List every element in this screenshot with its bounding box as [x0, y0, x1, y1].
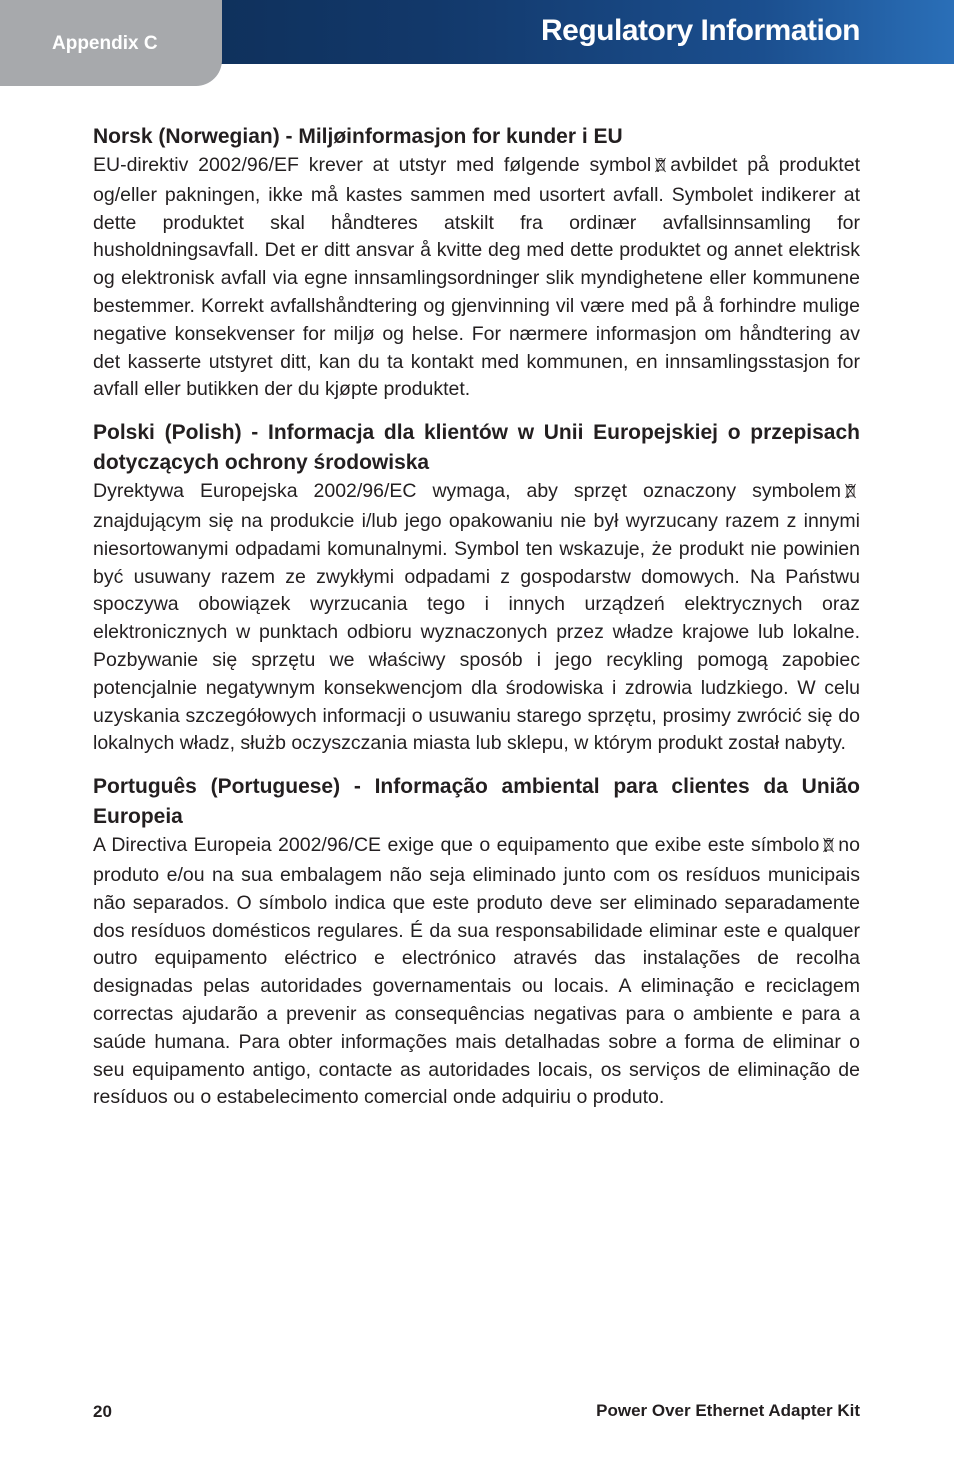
body-text: no produto e/ou na sua embalagem não seja eliminado junto com os resíduos municipais não separados. O símbolo indica que este produto deve ser eliminado separadamente dos resíduos domésticos regulares. É da sua responsabilidade eliminar este e qualquer outro equipamento eléctrico e electrónico através das instalações de recolha designadas pelas autoridades governamentais ou locais. A eliminação e reciclagem correctas ajudarão a prevenir as consequências negativas para o ambiente e para a saúde humana. Para obter informações mais detalhadas sobre a forma de eliminar o seu equipamento antigo, contacte as autoridades locais, os serviços de eliminação de resíduos ou o estabelecimento comercial onde adquiriu o produto. — [93, 834, 860, 1109]
section-polish — [93, 418, 860, 758]
body-text: A Directiva Europeia 2002/96/CE exige que o equipamento que exibe este símbolo — [93, 834, 820, 857]
section-heading: Português (Portuguese) - Informação ambiental para clientes da União Europeia — [93, 775, 860, 829]
section-norwegian — [93, 122, 860, 404]
section-body — [93, 832, 860, 1112]
footer-doc-title: Power Over Ethernet Adapter Kit — [596, 1401, 860, 1420]
wheelie-bin-icon — [655, 154, 666, 182]
section-body — [93, 152, 860, 404]
section-heading: Polski (Polish) - Informacja dla klientów w Unii Europejskiej o przepisach dotyczących ochrony środowiska — [93, 421, 860, 475]
wheelie-bin-icon — [823, 834, 834, 862]
section-heading: Norsk (Norwegian) - Miljøinformasjon for kunder i EU — [93, 125, 623, 148]
body-text: avbildet på produktet og/eller pakningen, ikke må kastes sammen med usortert avfall. Symbolet indikerer at dette produktet skal håndteres atskilt fra ordinær avfallsinnsamling for husholdningsavfall. Det er ditt ansvar å kvitte deg med dette produktet og annet elektrisk og elektronisk avfall via egne innsamlingsordninger slik myndighetene eller kommunene bestemmer. Korrekt avfallshåndtering og gjenvinning vil være med på å forhindre mulige negative konsekvenser for miljø og helse. For nærmere informasjon om håndtering av det kasserte utstyret ditt, kan du ta kontakt med kommunen, en innsamlingsstasjon for avfall eller butikken der du kjøpte produktet. — [93, 154, 860, 401]
appendix-tab — [0, 0, 222, 86]
section-body — [93, 478, 860, 758]
page-number: 20 — [93, 1402, 112, 1421]
main-content — [93, 122, 860, 1126]
body-text: EU-direktiv 2002/96/EF krever at utstyr med følgende symbol — [93, 154, 652, 176]
body-text: znajdującym się na produkcie i/lub jego opakowaniu nie był wyrzucany razem z innymi niesortowanymi odpadami komunalnymi. Symbol ten wskazuje, że produkt nie powinien być usuwany razem ze zwykłymi odpadami z gospodarstw domowych. Na Państwu spoczywa obowiązek wyrzucania tego i innych urządzeń elektrycznych oraz elektronicznych w punktach odbioru wyznaczonych przez władze krajowe lub lokalne. Pozbywanie się sprzętu we właściwy sposób i jego recykling pomogą zapobiec potencjalnie negatywnym konsekwencjom dla środowiska i zdrowia ludzkiego. W celu uzyskania szczegółowych informacji o usuwaniu starego sprzętu, prosimy zwrócić się do lokalnych władz, służb oczyszczania miasta lub sklepu, w którym produkt został nabyty. — [93, 509, 860, 755]
body-text: Dyrektywa Europejska 2002/96/EC wymaga, aby sprzęt oznaczony symbolem — [93, 480, 841, 503]
appendix-label: Appendix C — [52, 33, 158, 54]
page-title: Regulatory Information — [540, 14, 860, 47]
section-portuguese — [93, 772, 860, 1112]
wheelie-bin-icon — [845, 480, 856, 508]
